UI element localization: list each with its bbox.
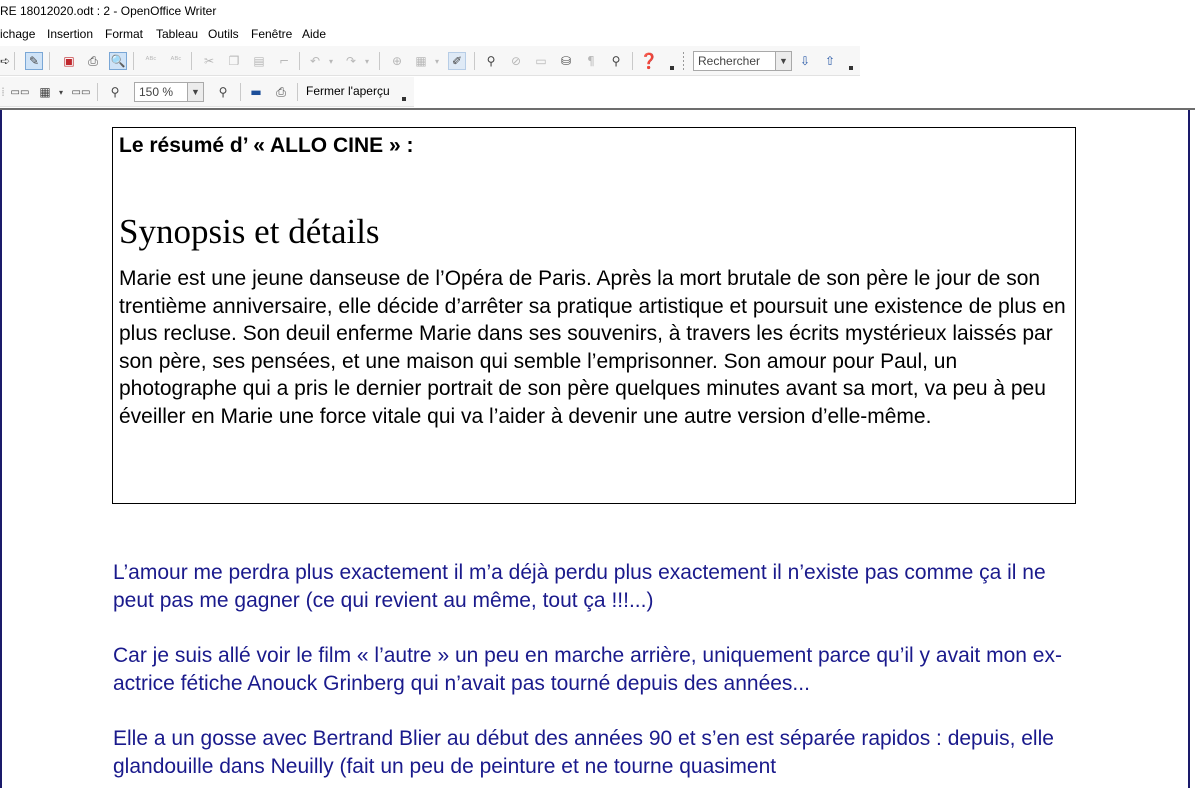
zoom-combobox[interactable] — [134, 82, 204, 102]
toolbar-separator — [474, 52, 475, 70]
navigator-icon[interactable]: ⊘ — [510, 54, 522, 68]
standard-toolbar — [0, 46, 860, 76]
search-input[interactable]: Rechercher — [698, 54, 761, 68]
gallery-icon[interactable]: ▭ — [535, 54, 547, 68]
toolbar-separator — [49, 52, 50, 70]
menu-fenetre[interactable]: Fenêtre — [251, 27, 293, 41]
menu-insertion[interactable]: Insertion — [47, 27, 94, 41]
zoom-value[interactable]: 150 % — [139, 85, 174, 99]
menu-format[interactable]: Format — [105, 27, 144, 41]
help-icon[interactable]: ❓ — [639, 52, 659, 70]
toolbar-separator — [632, 52, 633, 70]
multi-page-dropdown-icon[interactable]: ▾ — [58, 87, 63, 97]
full-screen-icon[interactable]: ▬ — [250, 85, 262, 99]
formatting-marks-icon[interactable]: ¶ — [587, 54, 595, 68]
toolbar-overflow-handle[interactable] — [848, 50, 854, 72]
search-combobox[interactable] — [693, 51, 792, 71]
redo-icon[interactable]: ↷ — [345, 54, 357, 68]
toolbar-separator — [240, 83, 241, 101]
toolbar-separator — [297, 83, 298, 101]
toolbar-separator — [299, 52, 300, 70]
find-up-icon[interactable]: ⇧ — [824, 54, 836, 68]
menu-outils[interactable]: Outils — [208, 27, 239, 41]
find-down-icon[interactable]: ⇩ — [799, 54, 811, 68]
synopsis-title: Synopsis et détails — [119, 212, 380, 251]
menu-aide[interactable]: Aide — [302, 27, 327, 41]
cut-icon[interactable]: ✂ — [203, 54, 215, 68]
toolbar-separator — [379, 52, 380, 70]
toolbar-grip[interactable] — [683, 52, 684, 70]
multi-page-icon[interactable]: ▦ — [39, 85, 51, 99]
book-preview-icon[interactable]: ▭▭ — [71, 86, 91, 98]
toolbar-separator — [14, 52, 15, 70]
edit-mode-icon[interactable]: ✎ — [25, 52, 43, 70]
clone-format-icon[interactable]: ⌐ — [278, 54, 290, 68]
data-sources-icon[interactable]: ⛁ — [560, 54, 572, 68]
autospell-icon[interactable]: ᴬᴮᶜ — [170, 56, 182, 66]
undo-dropdown-icon[interactable]: ▾ — [328, 56, 333, 66]
two-pages-icon[interactable]: ▭▭ — [10, 86, 30, 98]
toolbar-separator — [133, 52, 134, 70]
page-left-edge — [0, 110, 2, 788]
body-paragraph: L’amour me perdra plus exactement il m’a déjà perdu plus exactement il n’existe pas comme ça il ne peut pas me gagner (ce qui revient au même, tout ça !!!...) — [113, 561, 1046, 612]
toolbar-overflow-handle[interactable] — [401, 81, 407, 103]
draw-functions-icon[interactable]: ✐ — [448, 52, 466, 70]
table-icon[interactable]: ▦ — [415, 54, 427, 68]
print-preview-icon[interactable]: ⎙ — [276, 84, 286, 99]
title-bar — [0, 0, 1195, 24]
chevron-down-icon[interactable]: ▼ — [775, 52, 791, 70]
zoom-out-icon[interactable]: ⚲ — [218, 85, 228, 99]
summary-frame[interactable] — [112, 127, 1076, 504]
menu-bar — [0, 25, 1195, 45]
spellcheck-icon[interactable]: ᴬᴮᶜ — [145, 56, 157, 66]
zoom-icon[interactable]: ⚲ — [611, 54, 621, 68]
table-dropdown-icon[interactable]: ▾ — [434, 56, 439, 66]
find-replace-icon[interactable]: ⚲ — [486, 54, 496, 68]
workarea-top-border — [0, 108, 1195, 110]
toolbar-separator — [97, 83, 98, 101]
summary-heading: Le résumé d’ « ALLO CINE » : — [119, 134, 414, 157]
preview-toolbar — [0, 77, 414, 107]
print-icon[interactable]: ⎙ — [88, 53, 98, 68]
toolbar-overflow-handle[interactable] — [669, 50, 675, 72]
page-right-edge — [1188, 110, 1190, 788]
window-title: RE 18012020.odt : 2 - OpenOffice Writer — [0, 4, 217, 18]
pdf-export-icon[interactable]: ▣ — [63, 54, 75, 68]
toolbar-separator — [191, 52, 192, 70]
copy-icon[interactable]: ❐ — [228, 54, 240, 68]
redo-dropdown-icon[interactable]: ▾ — [364, 56, 369, 66]
menu-affichage[interactable]: ichage — [0, 27, 36, 41]
toolbar-grip[interactable]: ⁞ — [1, 85, 5, 99]
close-preview-button[interactable]: Fermer l'aperçu — [306, 84, 390, 98]
hyperlink-icon[interactable]: ⊕ — [391, 54, 403, 68]
body-paragraph: Car je suis allé voir le film « l’autre » un peu en marche arrière, uniquement parce qu’il y avait mon ex-actrice fétiche Anouck Grinberg qui n’avait pas tourné depuis des années... — [113, 644, 1062, 695]
redo-arrow-icon[interactable]: ➪ — [0, 54, 11, 68]
menu-tableau[interactable]: Tableau — [156, 27, 199, 41]
undo-icon[interactable]: ↶ — [309, 54, 321, 68]
zoom-in-icon[interactable]: ⚲ — [110, 85, 120, 99]
synopsis-text: Marie est une jeune danseuse de l’Opéra de Paris. Après la mort brutale de son père le jour de son trentième anniversaire, elle décide d’arrêter sa pratique artistique et poursuit une existence de plus en plus recluse. Son deuil enferme Marie dans ses souvenirs, à travers les écrits mystérieux laissés par son père, ses pensées, et une maison qui semble l’emprisonner. Son amour pour Paul, un photographe qui a pris le dernier portrait de son père quelques minutes avant sa mort, va peu à peu éveiller en Marie une force vitale qui va l’aider à devenir une autre version d’elle-même. — [119, 267, 1066, 428]
body-paragraph: Elle a un gosse avec Bertrand Blier au début des années 90 et s’en est séparée rapidos : depuis, elle glandouille dans Neuilly (fait un peu de peinture et ne tourne quasiment — [113, 727, 1054, 778]
chevron-down-icon[interactable]: ▼ — [187, 83, 203, 101]
page-preview-icon[interactable]: 🔍 — [110, 54, 126, 68]
paste-icon[interactable]: ▤ — [253, 54, 265, 68]
